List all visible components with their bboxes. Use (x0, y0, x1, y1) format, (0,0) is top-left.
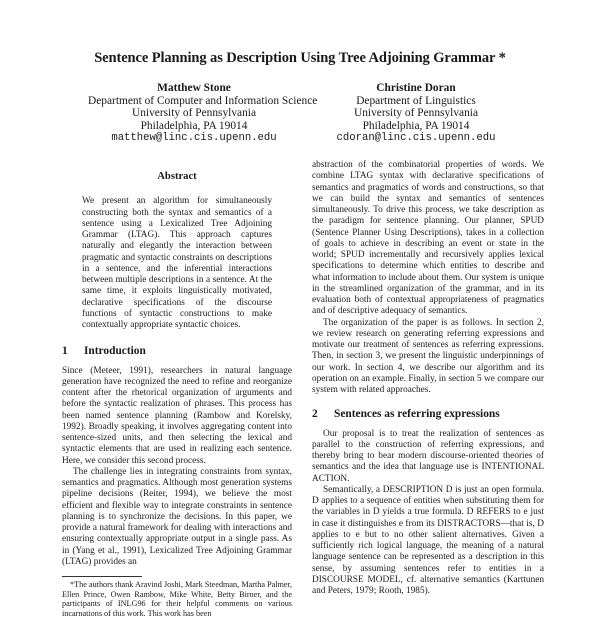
section2-paragraph-2: Semantically, a DESCRIPTION D is just an open formula. D applies to a sequence of entities when substituting them for the variables in D yields a true formula. D REFERS to e just in case it distinguishes e from its DISTRACTORS—that is, D applies to e but to no other salient alternatives. Given a sufficiently rich logical language, the meaning of a natural language sentence can be represented as a description in this sense, by assuming sentences refer to entities in a DISCOURSE MODEL, cf. alternative semantics (Karttunen and Peters, 1979; Rooth, 1985). (312, 484, 544, 596)
paper-title: Sentence Planning as Description Using Tree Adjoining Grammar * (94, 50, 506, 66)
intro-paragraph-3: abstraction of the combinatorial properties of words. We combine LTAG syntax with declarative specifications of semantics and pragmatics of words and constructions, so that we can build the syntax and semantics of sentences simultaneously. To drive this process, we take description as the paradigm for sentence planning. Our planner, SPUD (Sentence Planner Using Descriptions), takes in a collection of goals to achieve in describing an event or state in the world; SPUD incrementally and recursively applies lexical specifications to determine which entities to describe and what information to include about them. Our system is unique in the streamlined organization of the grammar, and in its evaluation both of contextual appropriateness of pragmatics and of descriptive adequacy of semantics. (312, 160, 544, 317)
right-column (312, 160, 544, 597)
footnote: *The authors thank Aravind Joshi, Mark Steedman, Martha Palmer, Ellen Prince, Owen Rambow, Mike White, Betty Birner, and the participants of INLG96 for their helpful comments on various incarnations of this work. This work has been (62, 580, 292, 619)
intro-paragraph-4: The organization of the paper is as follows. In section 2, we review research on generating referring expressions and motivate our treatment of sentences as referring expressions. Then, in section 3, we present the linguistic underpinnings of our work. In section 4, we describe our algorithm and its operation on an example. Finally, in section 5 we compare our system with related approaches. (312, 317, 544, 395)
section-heading-referring-expressions (312, 409, 544, 420)
section-number: 2 (312, 408, 318, 421)
author-block-stone (88, 82, 318, 145)
author-university: University of Pennsylvania (131, 107, 256, 119)
author-name: Matthew Stone (157, 82, 231, 94)
intro-paragraph-2: The challenge lies in integrating constraints from syntax, semantics and pragmatics. Although most generation systems pipeline decisions (Reiter, 1994), we believe the most efficient and flexible way to integrate constraints in sentence planning is to synchronize the decisions. In this paper, we provide a natural framework for dealing with interactions and ensuring contextually appropriate output in a single pass. As in (Yang et al., 1991), Lexicalized Tree Adjoining Grammar (LTAG) provides an (62, 466, 292, 567)
section-number: 1 (62, 345, 68, 358)
author-department: Department of Linguistics (356, 94, 476, 107)
section-title: Introduction (84, 345, 146, 358)
section-heading-introduction (62, 346, 292, 357)
abstract-heading: Abstract (157, 171, 197, 182)
footnote-rule (62, 576, 142, 577)
abstract-text: We present an algorithm for simultaneously constructing both the syntax and semantics of a sentence using a Lexicalized Tree Adjoining Grammar (LTAG). This approach captures naturally and elegantly the interaction between pragmatic and syntactic constraints on descriptions in a sentence, and the inferential interactions between multiple descriptions in a sentence. At the same time, it exploits linguistically motivated, declarative specifications of the discourse functions of syntactic constructions to make contextually appropriate syntactic choices. (82, 196, 272, 330)
author-city: Philadelphia, PA 19014 (140, 119, 248, 132)
section2-paragraph-1: Our proposal is to treat the realization of sentences as parallel to the construction of referring expressions, and thereby bring to bear modern discourse-oriented theories of semantics and the idea that language use is INTENTIONAL ACTION. (312, 428, 544, 484)
author-university: University of Pennsylvania (353, 107, 478, 119)
intro-paragraph-1: Since (Meteer, 1991), researchers in natural language generation have recognized the need to refine and reorganize content after the rhetorical organization of arguments and before the syntactic realization of phrases. This process has been named sentence planning (Rambow and Korelsky, 1992). Broadly speaking, it involves aggregating content into sentence-sized units, and then selecting the lexical and syntactic elements that are used in realizing each sentence. Here, we consider this second process. (62, 365, 292, 466)
author-department: Department of Computer and Information Science (88, 94, 318, 107)
left-column (62, 171, 292, 619)
author-email: matthew@linc.cis.upenn.edu (111, 132, 277, 144)
section-title: Sentences as referring expressions (334, 408, 500, 421)
author-city: Philadelphia, PA 19014 (362, 119, 470, 132)
author-email: cdoran@linc.cis.upenn.edu (336, 132, 496, 144)
author-name: Christine Doran (376, 82, 456, 94)
author-block-doran (326, 82, 506, 145)
